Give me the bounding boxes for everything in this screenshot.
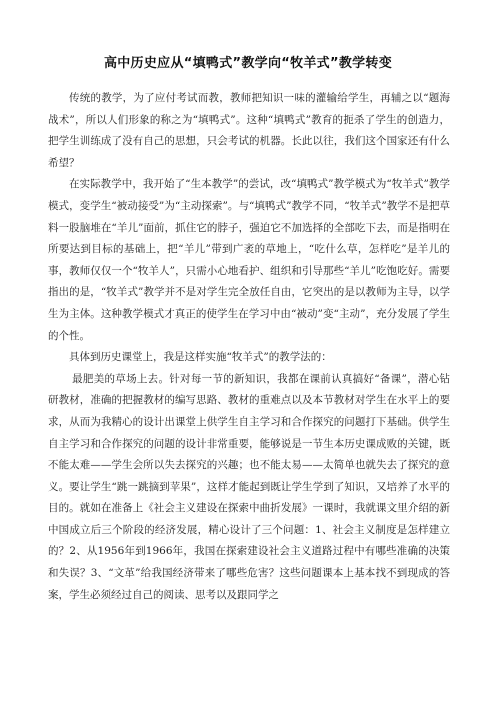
document-body (48, 88, 450, 606)
paragraph: 具体到历史课堂上，我是这样实施“牧羊式”的教学法的： (69, 351, 332, 364)
paragraph: 在实际教学中，我开始了“生本教学”的尝试，改“填鸭式”教学模式为“牧羊式”教学模式，变学生“被动接受”为“主动探索”。与“填鸭式”教学不同，“牧羊式”教学不是把草料一股脑堆在“羊儿”面前，抓住它的脖子，强迫它不加选择的全部吃下去，而是指明在所要达到目标的基础上，把“羊儿”带到广袤的草地上，“吃什么草，怎样吃”是羊儿的事，教师仅仅一个“牧羊人”，只需小心地看护、组织和引导那些“羊儿”吃饱吃好。需要指出的是，“牧羊式”教学并不是对学生完全放任自由，它突出的是以教师为主导，以学生为主体。这种教学模式才真正的使学生在学习中由“被动”变“主动”，充分发展了学生的个性。 (48, 178, 450, 342)
document-title: 高中历史应从“填鸭式”教学向“牧羊式”教学转变 (103, 56, 393, 71)
paragraph: 传统的教学，为了应付考试而教，教师把知识一味的灌输给学生，再辅之以“题海战术”，所以人们形象的称之为“填鸭式”。这种“填鸭式”教育的扼杀了学生的创造力，把学生训练成了没有自己的思想，只会考试的机器。长此以往，我们这个国家还有什么希望？ (48, 92, 450, 169)
paragraph: 最肥美的草场上去。针对每一节的新知识，我都在课前认真搞好“备课”，潜心钻研教材，准确的把握教材的编写思路、教材的重难点以及本节教材对学生在水平上的要求，从而为我精心的设计出课堂上供学生自主学习和合作探究的问题打下基础。供学生自主学习和合作探究的问题的设计非常重要，能够说是一节生本历史课成败的关键，既不能太难——学生会所以失去探究的兴趣；也不能太易——太简单也就失去了探究的意义。要让学生“跳一跳摘到苹果”，这样才能起到既让学生学到了知识，又培养了水平的目的。就如在准备上《社会主义建设在探索中曲折发展》一课时，我就课文里介绍的新中国成立后三个阶段的经济发展，精心设计了三个问题：1、社会主义制度是怎样建立的？2、从1956年到1966年，我国在探索建设社会主义道路过程中有哪些准确的决策和失误？3、“文革”给我国经济带来了哪些危害？这些问题课本上基本找不到现成的答案，学生必须经过自己的阅读、思考以及跟同学之 (48, 372, 450, 601)
